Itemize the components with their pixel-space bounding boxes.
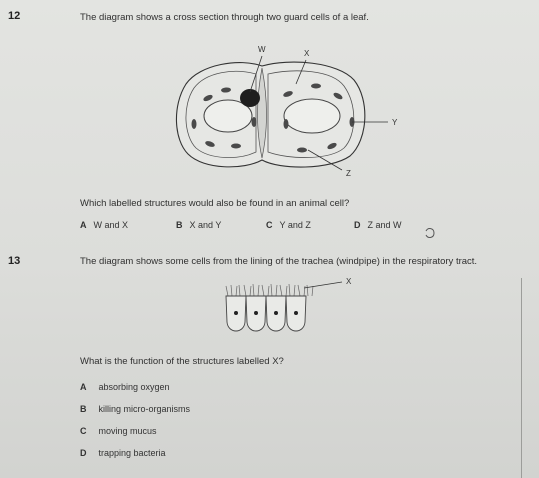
option-text: trapping bacteria bbox=[98, 448, 166, 458]
option-text: moving mucus bbox=[98, 426, 157, 436]
option-text: Z and W bbox=[367, 220, 402, 230]
nucleus bbox=[234, 311, 238, 315]
label-z: Z bbox=[346, 169, 351, 178]
q13-option-a[interactable] bbox=[80, 382, 170, 392]
option-letter: B bbox=[80, 404, 87, 414]
q13-option-d[interactable] bbox=[80, 448, 166, 458]
cilia bbox=[226, 284, 313, 296]
label-x: X bbox=[346, 277, 352, 286]
label-y: Y bbox=[392, 118, 398, 127]
option-letter: A bbox=[80, 382, 87, 392]
option-letter: C bbox=[80, 426, 87, 436]
page-margin-line bbox=[521, 278, 522, 478]
question-13-number: 13 bbox=[8, 255, 21, 267]
nucleus bbox=[274, 311, 278, 315]
question-12-stem: The diagram shows a cross section through two guard cells of a leaf. bbox=[80, 12, 369, 23]
nucleus bbox=[294, 311, 298, 315]
question-12-prompt: Which labelled structures would also be found in an animal cell? bbox=[80, 198, 350, 209]
q13-option-c[interactable] bbox=[80, 426, 157, 436]
label-line-x bbox=[304, 282, 342, 288]
option-text: X and Y bbox=[189, 220, 222, 230]
nucleus bbox=[254, 311, 258, 315]
question-13-stem: The diagram shows some cells from the lining of the trachea (windpipe) in the respiratory tract. bbox=[80, 256, 478, 267]
q13-option-b[interactable] bbox=[80, 404, 190, 414]
label-x: X bbox=[304, 49, 310, 58]
option-text: absorbing oxygen bbox=[98, 382, 170, 392]
question-12-number: 12 bbox=[8, 10, 21, 22]
option-letter: C bbox=[266, 220, 273, 230]
option-letter: A bbox=[80, 220, 87, 230]
option-letter: D bbox=[80, 448, 87, 458]
label-w: W bbox=[258, 45, 266, 54]
option-text: W and X bbox=[93, 220, 129, 230]
option-letter: D bbox=[354, 220, 361, 230]
option-text: killing micro-organisms bbox=[98, 404, 191, 414]
option-text: Y and Z bbox=[279, 220, 311, 230]
option-letter: B bbox=[176, 220, 183, 230]
question-13-prompt: What is the function of the structures labelled X? bbox=[80, 356, 284, 367]
